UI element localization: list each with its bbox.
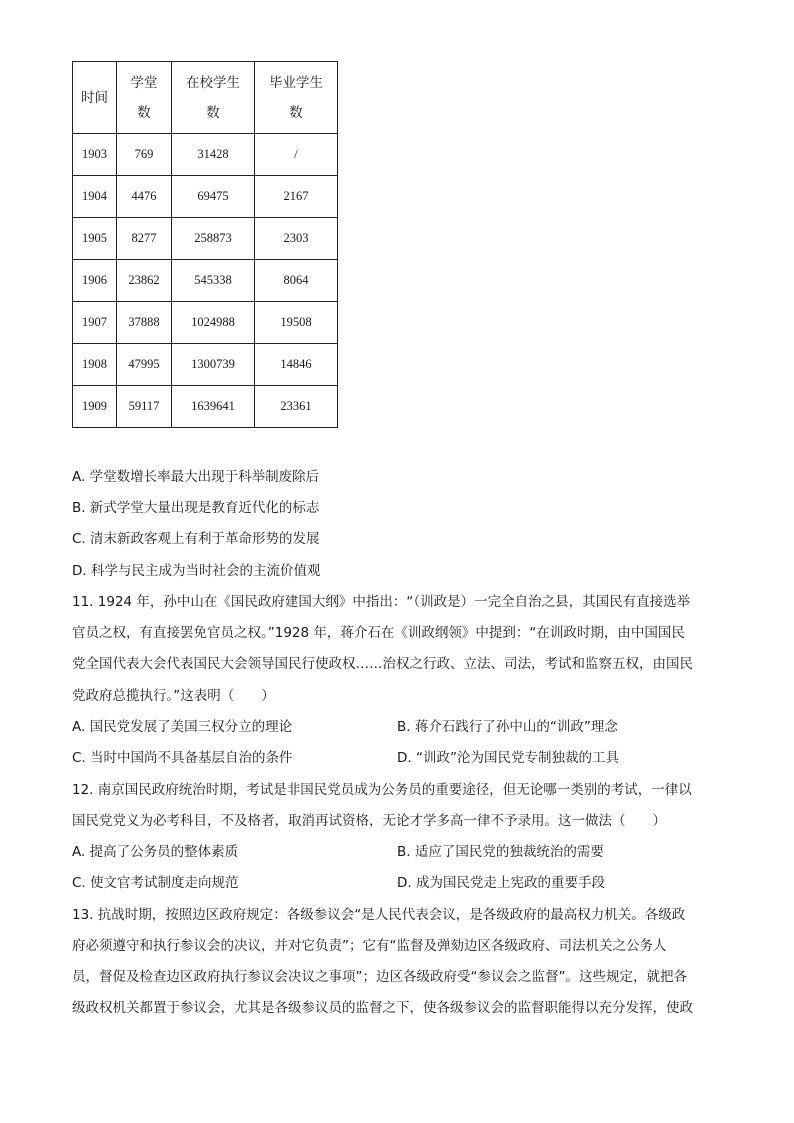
cell-graduates: 2303 (255, 218, 338, 260)
q12-option-b: B. 适应了国民党的独裁统治的需要 (397, 844, 604, 860)
table-row (73, 344, 338, 386)
table-row (73, 260, 338, 302)
cell-schools: 59117 (117, 386, 172, 428)
header-graduates: 毕业学生 数 (255, 62, 338, 134)
q13-stem-line: 府必须遵守和执行参议会的决议，并对它负责”；它有“监督及弹劾边区各级政府、司法机关之公务人 (72, 938, 667, 954)
q12-option-a: A. 提高了公务员的整体素质 (72, 844, 239, 860)
cell-year: 1908 (73, 344, 117, 386)
cell-enrolled: 1300739 (172, 344, 255, 386)
table-row (73, 134, 338, 176)
q10-option-d: D. 科学与民主成为当时社会的主流价值观 (72, 563, 321, 579)
table-row (73, 302, 338, 344)
cell-graduates: 23361 (255, 386, 338, 428)
cell-enrolled: 31428 (172, 134, 255, 176)
q12-option-c: C. 使文官考试制度走向规范 (72, 875, 239, 891)
q11-stem-line: 11. 1924 年，孙中山在《国民政府建国大纲》中指出：“（训政是）一完全自治之县，其国民有直接选举 (72, 594, 691, 610)
header-enrolled: 在校学生 数 (172, 62, 255, 134)
q11-stem-line: 党全国代表大会代表国民大会领导国民行使政权……治权之行政、立法、司法，考试和监察五权，由国民 (72, 656, 693, 672)
q11-option-d: D. “训政”沦为国民党专制独裁的工具 (397, 750, 619, 766)
cell-schools: 47995 (117, 344, 172, 386)
cell-year: 1903 (73, 134, 117, 176)
q13-stem-line: 级政权机关都置于参议会，尤其是各级参议员的监督之下，使各级参议会的监督职能得以充分发挥，使政 (72, 1000, 693, 1016)
cell-year: 1904 (73, 176, 117, 218)
q12-stem-line: 国民党党义为必考科目，不及格者，取消再试资格，无论才学多高一律不予录用。这一做法（ ） (72, 813, 666, 829)
cell-year: 1905 (73, 218, 117, 260)
cell-schools: 23862 (117, 260, 172, 302)
school-statistics-table (72, 61, 338, 428)
q10-option-a: A. 学堂数增长率最大出现于科举制废除后 (72, 469, 320, 485)
cell-schools: 769 (117, 134, 172, 176)
q10-option-c: C. 清末新政客观上有利于革命形势的发展 (72, 531, 320, 547)
q11-stem-line: 党政府总揽执行。”这表明（ ） (72, 688, 275, 704)
cell-graduates: 19508 (255, 302, 338, 344)
cell-year: 1909 (73, 386, 117, 428)
cell-graduates: 2167 (255, 176, 338, 218)
q11-stem-line: 官员之权，有直接罢免官员之权。”1928 年，蒋介石在《训政纲领》中提到：“在训政时期，由中国国民 (72, 625, 685, 641)
q10-option-b: B. 新式学堂大量出现是教育近代化的标志 (72, 500, 320, 516)
cell-enrolled: 1024988 (172, 302, 255, 344)
table-header-row (73, 62, 338, 134)
cell-graduates: / (255, 134, 338, 176)
cell-graduates: 8064 (255, 260, 338, 302)
cell-enrolled: 69475 (172, 176, 255, 218)
q11-option-c: C. 当时中国尚不具备基层自治的条件 (72, 750, 293, 766)
q12-stem-line: 12. 南京国民政府统治时期，考试是非国民党员成为公务员的重要途径，但无论哪一类别的考试，一律以 (72, 782, 692, 798)
table-row (73, 176, 338, 218)
header-schools: 学堂 数 (117, 62, 172, 134)
cell-schools: 8277 (117, 218, 172, 260)
cell-year: 1907 (73, 302, 117, 344)
table-row (73, 218, 338, 260)
table-row (73, 386, 338, 428)
q13-stem-line: 13. 抗战时期，按照边区政府规定：各级参议会“是人民代表会议，是各级政府的最高权力机关。各级政 (72, 907, 686, 923)
cell-enrolled: 545338 (172, 260, 255, 302)
q13-stem-line: 员，督促及检查边区政府执行参议会决议之事项”；边区各级政府受“参议会之监督”。这些规定，就把各 (72, 969, 687, 985)
cell-graduates: 14846 (255, 344, 338, 386)
cell-year: 1906 (73, 260, 117, 302)
cell-schools: 4476 (117, 176, 172, 218)
q12-option-d: D. 成为国民党走上宪政的重要手段 (397, 875, 605, 891)
q11-option-a: A. 国民党发展了美国三权分立的理论 (72, 719, 293, 735)
q11-option-b: B. 蒋介石践行了孙中山的“训政”理念 (397, 719, 618, 735)
cell-schools: 37888 (117, 302, 172, 344)
header-year: 时间 (73, 62, 117, 134)
cell-enrolled: 1639641 (172, 386, 255, 428)
cell-enrolled: 258873 (172, 218, 255, 260)
